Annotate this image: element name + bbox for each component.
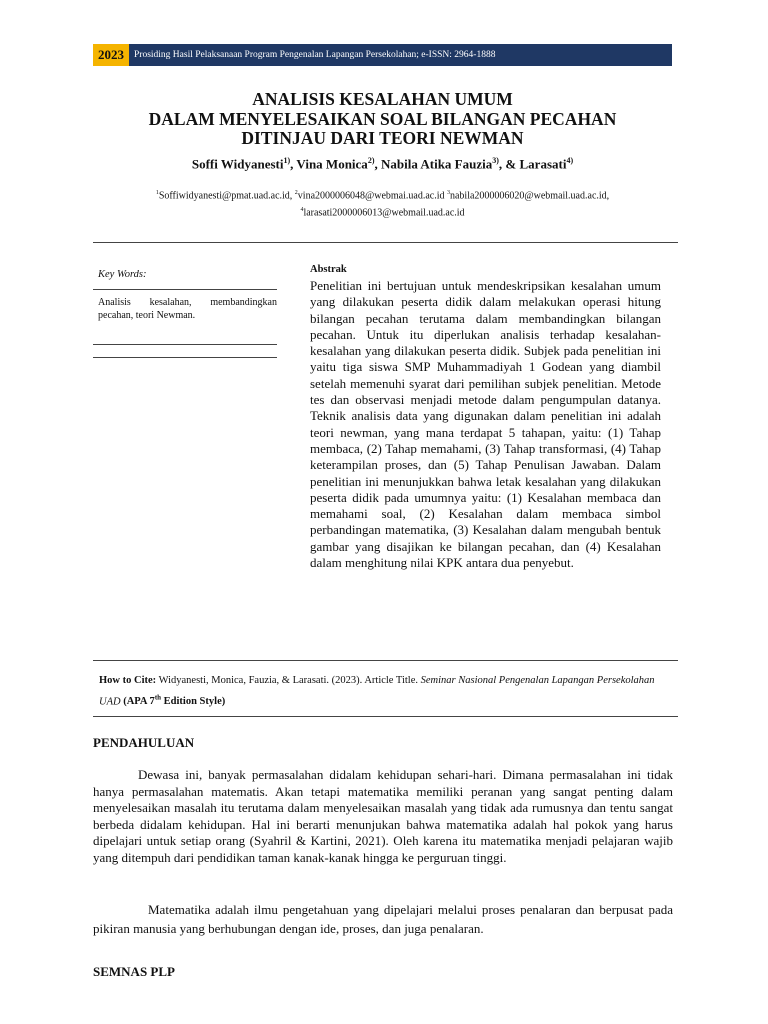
author-mark: 2) (367, 156, 375, 165)
author-name: Vina Monica (296, 156, 368, 172)
author-list (93, 156, 672, 172)
header-journal-text: Prosiding Hasil Pelaksanaan Program Pengenalan Lapangan Persekolahan; e-ISSN: 2964-1888 (134, 50, 496, 60)
email-link[interactable]: nabila2000006020@webmail.uad.ac.id, (449, 190, 610, 202)
paper-title (93, 90, 672, 149)
email-mark: 2 (294, 190, 298, 196)
author-mark: 4) (566, 156, 574, 165)
author-mark: 3) (492, 156, 499, 165)
citation-block (99, 673, 671, 711)
keywords-label: Key Words: (98, 269, 147, 280)
body-paragraph: Dewasa ini, banyak permasalahan didalam kehidupan sehari-hari. Dimana permasalahan ini tidak hanya permasalahan matematis. Akan tetapi matematika memiliki peranan yang sangat penting dalam menyelesaikan masalah itu terutama dalam menyelesaikan masalah yang tidak ada rumusnya dan tentu sangat berbeda didalam kehidupan. Hal ini berarti menunjukan bahwa matematika adalah hal pokok yang harus dipelajari untuk setiap orang (Syahril & Kartini, 2021). Oleh karena itu matematika menjadi pelajaran wajib yang ditempuh dari pendidikan taman kanak-kanak hingga ke perguruan tinggi. (93, 767, 673, 865)
email-mark: 3 (446, 190, 450, 196)
email-link[interactable]: larasati2000006013@webmail.uad.ac.id (303, 207, 465, 219)
author-name: Larasati (519, 156, 567, 172)
header-year: 2023 (93, 44, 129, 66)
citation-style-sup: th (154, 693, 162, 702)
email-link[interactable]: vina2000006048@webmai.uad.ac.id (297, 190, 447, 202)
citation-label: How to Cite: (99, 675, 157, 686)
keywords-blank-line (93, 357, 277, 358)
author-separator: , (374, 156, 381, 172)
footer-label: SEMNAS PLP (93, 964, 175, 979)
section-heading: PENDAHULUAN (93, 735, 195, 750)
email-mark: 4 (300, 207, 304, 214)
title-line: DITINJAU DARI TEORI NEWMAN (241, 128, 524, 148)
abstract-label: Abstrak (310, 264, 347, 275)
title-line: DALAM MENYELESAIKAN SOAL BILANGAN PECAHAN (148, 108, 617, 129)
author-separator: , (290, 156, 297, 172)
author-name: Nabila Atika Fauzia (380, 156, 493, 172)
divider-middle (93, 660, 678, 661)
journal-header-bar (93, 44, 672, 66)
citation-style: (APA 7 (120, 696, 155, 707)
keywords-text: Analisis kesalahan, membandingkan pecahan, teori Newman. (98, 297, 277, 321)
abstract-text: Penelitian ini bertujuan untuk mendeskripsikan kesalahan umum yang dilakukan peserta didik dalam melakukan operasi hitung bilangan pecahan terutama dalam membandingkan bilangan pecahan. Untuk itu diperlukan analisis terhadap kesalahan-kesalahan yang dilakukan peserta didik. Subjek pada penelitian ini yaitu tiga siswa SMP Muhammadiyah 1 Godean yang diambil setelah memenuhi syarat dari pemilihan subjek penelitian. Metode tes dan observasi menjadi metode dalam pengumpulan datanya. Teknik analisis data yang digunakan dalam penelitian ini adalah teori newman, yang mana terdapat 5 tahapan, yaitu: (1) Tahap membaca, (2) Tahap memahami, (3) Tahap transformasi, (4) Tahap keterampilan proses, dan (5) Tahap Penulisan Jawaban. Dalam penelitian ini menunjukkan bahwa letak kesalahan yang dilakukan peserta didik pada umumnya yaitu: (1) Kesalahan membaca dan memahami soal, (2) Kesalahan dalam membaca simbol perbandingan matematika, (3) Kesalahan dalam mengubah bentuk gambar yang disajikan ke bilangan pecahan, dan (4) Kesalahan dalam menghitung nilai KPK antara dua penyebut. (310, 278, 661, 571)
author-mark: 1) (283, 156, 291, 165)
citation-venue: Seminar Nasional Pengenalan Lapangan Persekolahan UAD (99, 675, 655, 707)
author-separator: , & (498, 156, 520, 172)
divider-bottom (93, 716, 678, 717)
author-name: Soffi Widyanesti (191, 156, 284, 172)
citation-style-end: Edition Style) (161, 696, 226, 707)
keywords-box (93, 263, 277, 358)
email-link[interactable]: Soffiwidyanesti@pmat.uad.ac.id, (158, 190, 295, 202)
body-paragraph: Matematika adalah ilmu pengetahuan yang dipelajari melalui proses penalaran dan berpusat pada pikiran manusia yang berhubungan dengan ide, proses, dan juga penalaran. (93, 902, 673, 936)
title-line: ANALISIS KESALAHAN UMUM (252, 89, 513, 109)
email-mark: 1 (155, 190, 159, 196)
abstract-block (310, 264, 661, 571)
email-list (93, 186, 672, 221)
citation-text: Widyanesti, Monica, Fauzia, & Larasati. (2023). Article Title. (156, 675, 421, 686)
divider-top (93, 242, 678, 243)
